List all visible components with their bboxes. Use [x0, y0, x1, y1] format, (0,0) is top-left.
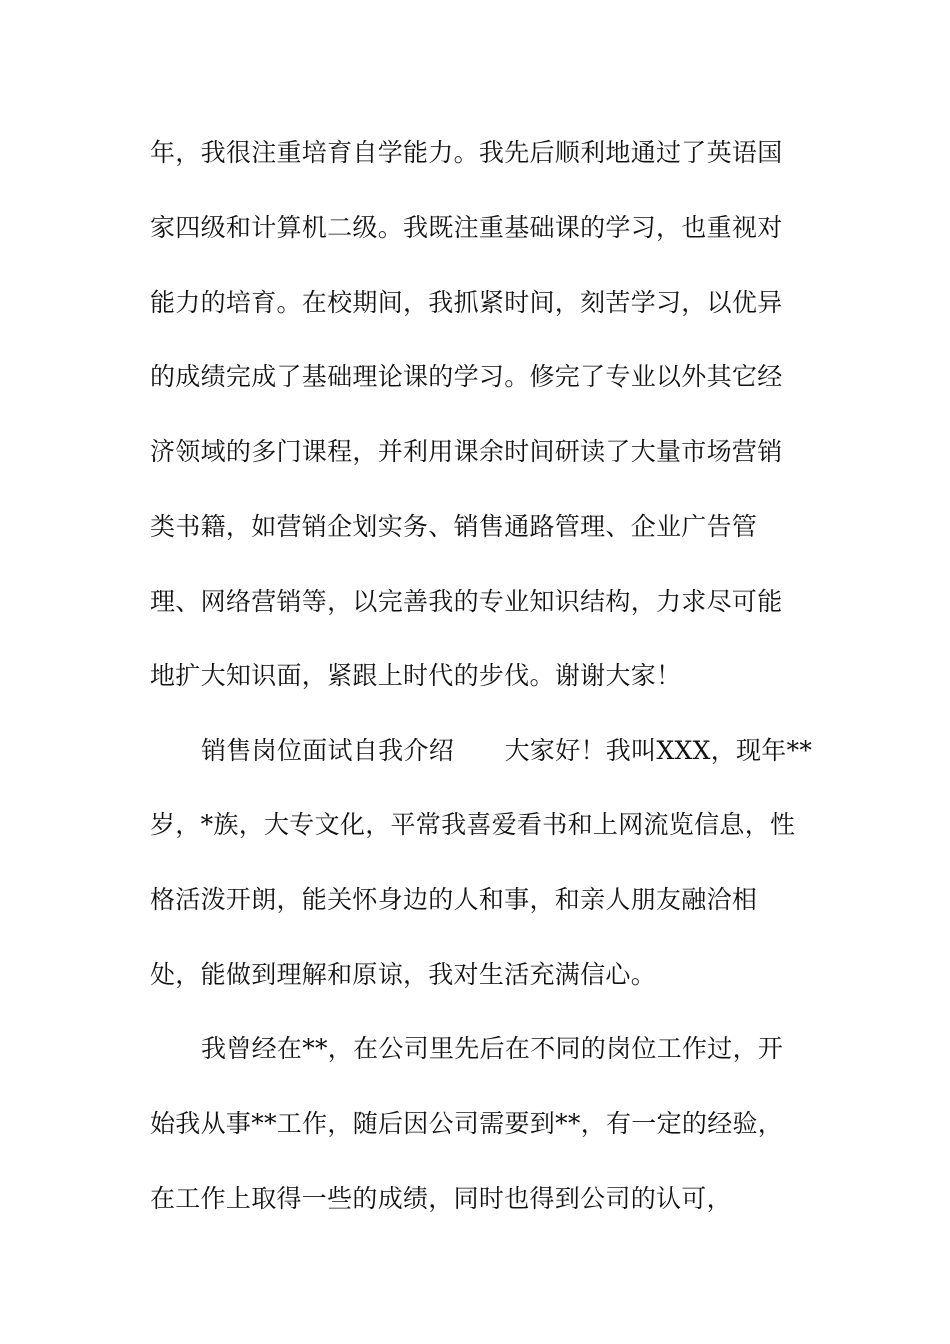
text-line-14: 始我从事**工作，随后因公司需要到**，有一定的经验， [150, 1109, 784, 1138]
text-line-12: 处，能做到理解和原谅，我对生活充满信心。 [150, 960, 657, 989]
text-line-4: 的成绩完成了基础理论课的学习。修完了专业以外其它经 [150, 362, 783, 391]
paragraph-start-line: 销售岗位面试自我介绍 大家好！我叫XXX，现年** [201, 736, 813, 765]
text-line-5: 济领域的多门课程，并利用课余时间研读了大量市场营销 [150, 437, 783, 466]
paragraph-start-line: 我曾经在**，在公司里先后在不同的岗位工作过，开 [201, 1034, 784, 1063]
text-line-11: 格活泼开朗，能关怀身边的人和事，和亲人朋友融洽相 [150, 885, 758, 914]
text-line-7: 理、网络营销等，以完善我的专业知识结构，力求尽可能 [150, 587, 783, 616]
text-line-10: 岁，*族，大专文化，平常我喜爱看书和上网流览信息，性 [150, 810, 796, 839]
text-line-2: 家四级和计算机二级。我既注重基础课的学习，也重视对 [150, 213, 783, 242]
text-line-6: 类书籍，如营销企划实务、销售通路管理、企业广告管 [150, 512, 758, 541]
text-line-15: 在工作上取得一些的成绩，同时也得到公司的认可， [150, 1184, 732, 1213]
text-line-8: 地扩大知识面，紧跟上时代的步伐。谢谢大家！ [150, 661, 682, 690]
text-line-3: 能力的培育。在校期间，我抓紧时间，刻苦学习，以优异 [150, 288, 783, 317]
text-line-1: 年，我很注重培育自学能力。我先后顺利地通过了英语国 [150, 138, 783, 167]
